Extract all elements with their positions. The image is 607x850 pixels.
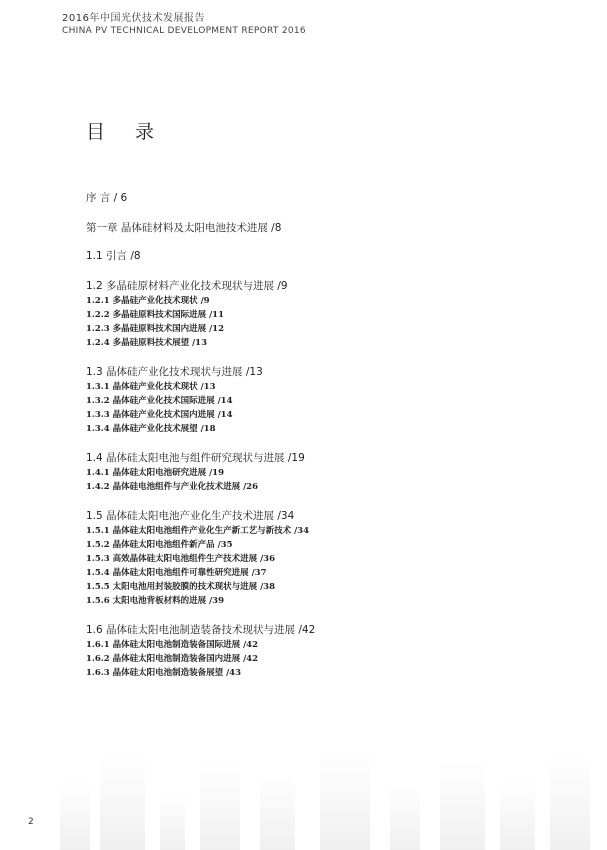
toc-section[interactable]: 1.4 晶体硅太阳电池与组件研究现状与进展 /19 [86, 452, 305, 464]
toc-subsection[interactable]: 1.6.1 晶体硅太阳电池制造装备国际进展 /42 [86, 640, 259, 650]
toc-section[interactable]: 1.6 晶体硅太阳电池制造装备技术现状与进展 /42 [86, 624, 316, 636]
toc-subsection[interactable]: 1.5.1 晶体硅太阳电池组件产业化生产新工艺与新技术 /34 [86, 526, 310, 536]
toc-section[interactable]: 1.2 多晶硅原材料产业化技术现状与进展 /9 [86, 280, 288, 292]
toc-subsection[interactable]: 1.4.1 晶体硅太阳电池研究进展 /19 [86, 468, 225, 478]
toc-subsection[interactable]: 1.3.4 晶体硅产业化技术展望 /18 [86, 424, 216, 434]
toc-spacer [86, 350, 556, 364]
toc-subsection[interactable]: 1.3.1 晶体硅产业化技术现状 /13 [86, 382, 216, 392]
toc-section[interactable]: 1.3 晶体硅产业化技术现状与进展 /13 [86, 366, 263, 378]
report-header [62, 14, 306, 36]
toc-subsection[interactable]: 1.2.1 多晶硅产业化技术现状 /9 [86, 296, 210, 306]
toc-spacer [86, 264, 556, 278]
toc-section[interactable]: 1.1 引言 /8 [86, 250, 141, 262]
toc-subsection[interactable]: 1.5.6 太阳电池背板材料的进展 /39 [86, 596, 225, 606]
page-number: 2 [28, 817, 34, 827]
toc-spacer [86, 608, 556, 622]
toc-section[interactable]: 1.5 晶体硅太阳电池产业化生产技术进展 /34 [86, 510, 295, 522]
toc-subsection[interactable]: 1.5.5 太阳电池用封装胶膜的技术现状与进展 /38 [86, 582, 276, 592]
toc-subsection[interactable]: 1.4.2 晶体硅电池组件与产业化技术进展 /26 [86, 482, 259, 492]
toc-subsection[interactable]: 1.3.3 晶体硅产业化技术国内进展 /14 [86, 410, 233, 420]
table-of-contents [86, 190, 556, 680]
header-title-cn: 2016年中国光伏技术发展报告 [62, 13, 205, 24]
toc-subsection[interactable]: 1.5.4 晶体硅太阳电池组件可靠性研究进展 /37 [86, 568, 267, 578]
toc-title: 目 录 [86, 121, 167, 143]
toc-subsection[interactable]: 1.6.3 晶体硅太阳电池制造装备展望 /43 [86, 668, 242, 678]
toc-subsection[interactable]: 1.2.3 多晶硅原料技术国内进展 /12 [86, 324, 225, 334]
toc-sections [86, 248, 556, 680]
toc-spacer [86, 494, 556, 508]
toc-subsection[interactable]: 1.5.3 高效晶体硅太阳电池组件生产技术进展 /36 [86, 554, 276, 564]
toc-subsection[interactable]: 1.5.2 晶体硅太阳电池组件新产品 /35 [86, 540, 233, 550]
toc-chapter-1[interactable]: 第一章 晶体硅材料及太阳电池技术进展 /8 [86, 222, 282, 234]
header-title-en: CHINA PV TECHNICAL DEVELOPMENT REPORT 2016 [62, 26, 306, 36]
toc-spacer [86, 436, 556, 450]
background-building-decoration [0, 740, 607, 850]
toc-subsection[interactable]: 1.2.2 多晶硅原料技术国际进展 /11 [86, 310, 225, 320]
toc-preface[interactable]: 序 言 / 6 [86, 192, 128, 204]
toc-subsection[interactable]: 1.3.2 晶体硅产业化技术国际进展 /14 [86, 396, 233, 406]
toc-subsection[interactable]: 1.2.4 多晶硅原料技术展望 /13 [86, 338, 208, 348]
toc-subsection[interactable]: 1.6.2 晶体硅太阳电池制造装备国内进展 /42 [86, 654, 259, 664]
